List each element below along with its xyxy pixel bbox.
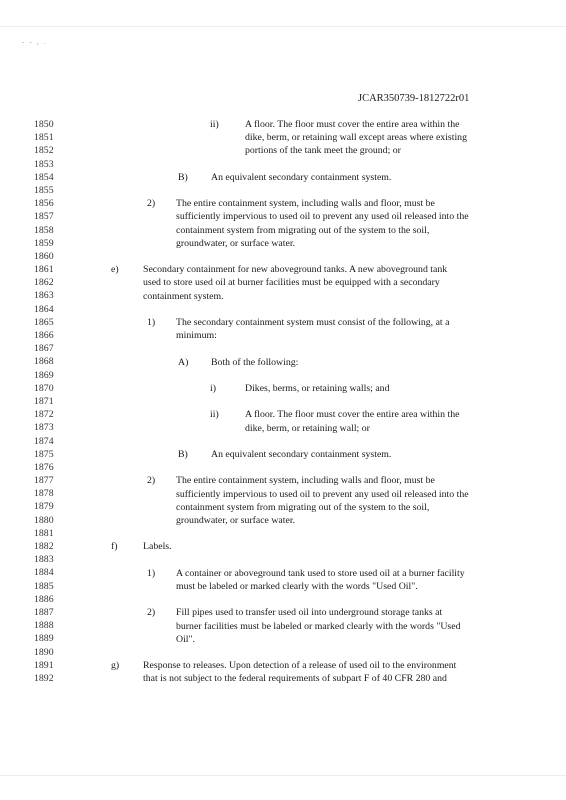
line-number: 1852: [34, 145, 54, 157]
line-number: 1855: [34, 184, 54, 196]
body-text-line: Oil".: [176, 633, 195, 645]
body-text-line: An equivalent secondary containment system.: [211, 449, 392, 460]
body-text-line: used to store used oil at burner facilities must be equipped with a secondary: [143, 277, 440, 289]
enumeration-label: A): [178, 356, 189, 368]
line-number: 1889: [34, 633, 54, 645]
body-text-line: groundwater, or surface water.: [176, 515, 296, 526]
line-number: 1859: [34, 237, 54, 249]
enumeration-label: 1): [147, 567, 156, 579]
body-text-line: groundwater, or surface water.: [176, 237, 296, 249]
line-number: 1861: [34, 264, 54, 276]
line-number: 1888: [34, 620, 54, 632]
line-number: 1853: [34, 158, 54, 170]
body-text-line: The entire containment system, including walls and floor, must be: [176, 198, 435, 210]
body-text-line: Fill pipes used to transfer used oil into underground storage tanks at: [176, 607, 443, 619]
body-text-line: containment system from migrating out of the system to the soil,: [176, 501, 430, 513]
body-text-line: Labels.: [143, 541, 172, 553]
enumeration-label: 2): [147, 475, 156, 487]
line-number: 1879: [34, 501, 54, 513]
body-text-line: minimum:: [176, 330, 217, 342]
body-text-line: that is not subject to the federal requirements of subpart F of 40 CFR 280 and: [143, 673, 447, 685]
enumeration-label: ii): [210, 119, 219, 130]
line-number: 1851: [34, 132, 54, 144]
body-text-line: must be labeled or marked clearly with the words "Used Oil".: [176, 581, 418, 592]
body-text-line: Dikes, berms, or retaining walls; and: [245, 383, 390, 394]
body-text-line: dike, berm, or retaining wall except areas where existing: [245, 132, 467, 144]
line-number: 1868: [34, 356, 54, 368]
line-number: 1854: [34, 171, 54, 183]
line-number: 1860: [34, 250, 54, 262]
line-number: 1885: [34, 580, 54, 592]
line-number: 1874: [34, 435, 54, 447]
body-text-line: A container or aboveground tank used to store used oil at a burner facility: [176, 567, 465, 579]
line-number: 1887: [34, 606, 54, 618]
body-text-line: containment system.: [143, 290, 224, 302]
line-number: 1869: [34, 369, 54, 381]
line-number: 1890: [34, 646, 54, 658]
body-text-line: sufficiently impervious to used oil to prevent any used oil released into the: [176, 211, 469, 223]
scan-top-edge: [0, 26, 566, 27]
enumeration-label: 1): [147, 317, 156, 328]
body-text-line: A floor. The floor must cover the entire area within the: [245, 119, 460, 130]
scan-bottom-edge: [0, 775, 566, 776]
line-number: 1881: [34, 527, 54, 539]
body-text-line: dike, berm, or retaining wall; or: [245, 422, 370, 434]
line-number: 1873: [34, 422, 54, 434]
line-number: 1866: [34, 330, 54, 341]
body-text-line: sufficiently impervious to used oil to prevent any used oil released into the: [176, 488, 469, 500]
line-number: 1850: [34, 119, 54, 130]
line-number: 1878: [34, 488, 54, 500]
line-number: 1892: [34, 672, 54, 684]
line-number-column: [34, 118, 54, 685]
line-number: 1856: [34, 198, 54, 210]
line-number: 1870: [34, 382, 54, 394]
enumeration-label: 2): [147, 198, 156, 210]
body-text-line: portions of the tank meet the ground; or: [245, 145, 401, 157]
enumeration-label: B): [178, 449, 188, 460]
line-number: 1862: [34, 277, 54, 289]
line-number: 1864: [34, 303, 54, 315]
line-number: 1876: [34, 461, 54, 473]
body-text-line: An equivalent secondary containment system.: [211, 171, 392, 183]
line-number: 1871: [34, 395, 54, 407]
line-number: 1891: [34, 659, 54, 671]
line-number: 1857: [34, 211, 54, 223]
enumeration-label: 2): [147, 607, 156, 619]
enumeration-label: ii): [210, 409, 219, 421]
body-text-line: A floor. The floor must cover the entire area within the: [245, 409, 460, 421]
line-number: 1884: [34, 567, 54, 579]
body-text-line: containment system from migrating out of the system to the soil,: [176, 224, 430, 236]
body-text-line: The secondary containment system must consist of the following, at a: [176, 317, 450, 328]
line-number: 1863: [34, 290, 54, 302]
scan-mark: - - , .: [22, 40, 48, 46]
body-text-line: Response to releases. Upon detection of a release of used oil to the environment: [143, 660, 457, 672]
line-number: 1886: [34, 593, 54, 605]
body-text-line: Both of the following:: [211, 356, 299, 368]
line-number: 1880: [34, 514, 54, 526]
enumeration-label: B): [178, 171, 188, 183]
body-text-line: The entire containment system, including walls and floor, must be: [176, 475, 435, 487]
line-number: 1877: [34, 475, 54, 487]
enumeration-label: i): [210, 383, 216, 394]
line-number: 1858: [34, 224, 54, 236]
line-number: 1883: [34, 554, 54, 566]
body-text-line: burner facilities must be labeled or marked clearly with the words "Used: [176, 620, 461, 632]
line-number: 1865: [34, 316, 54, 328]
enumeration-label: g): [111, 660, 120, 672]
line-number: 1867: [34, 343, 54, 355]
line-number: 1875: [34, 448, 54, 460]
enumeration-label: e): [111, 264, 119, 276]
document-id: JCAR350739-1812722r01: [358, 93, 470, 104]
body-text-line: Secondary containment for new aboveground tanks. A new aboveground tank: [143, 264, 448, 276]
line-number: 1872: [34, 409, 54, 421]
enumeration-label: f): [111, 541, 118, 553]
line-number: 1882: [34, 541, 54, 552]
